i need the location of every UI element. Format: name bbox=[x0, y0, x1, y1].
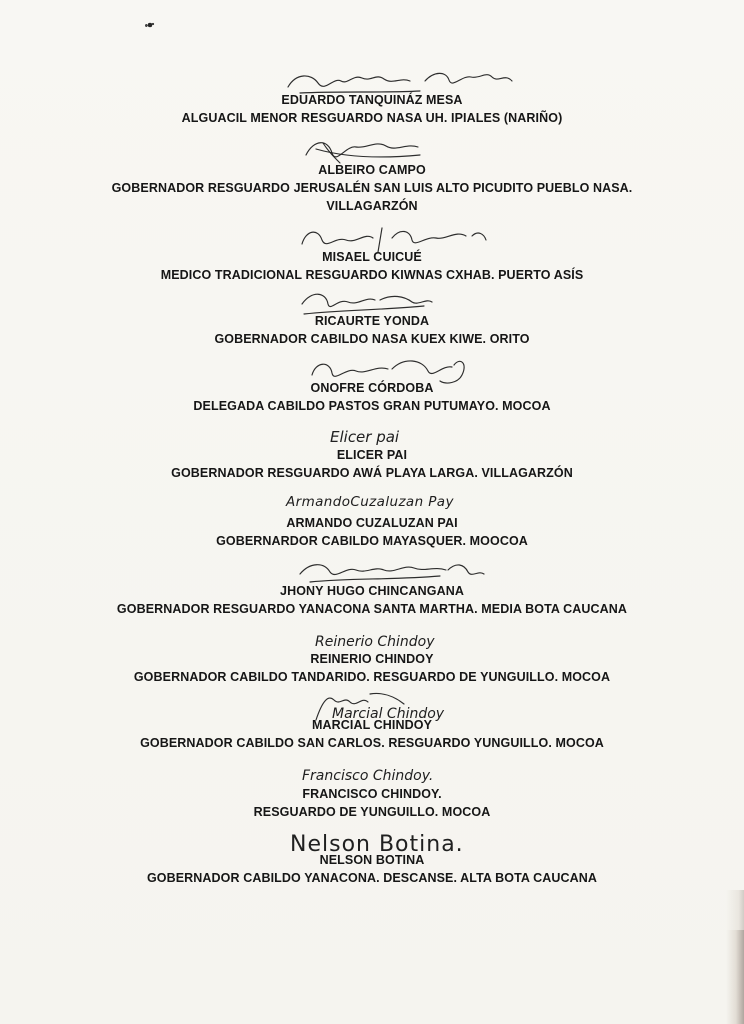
signatory-entry-8 bbox=[0, 582, 744, 618]
signatory-entry-6 bbox=[0, 428, 744, 482]
signatory-entry-5 bbox=[0, 379, 744, 415]
signatory-role-line2: VILLAGARZÓN bbox=[326, 199, 418, 213]
signatory-role: ALGUACIL MENOR RESGUARDO NASA UH. IPIALES (NARIÑO) bbox=[181, 111, 563, 125]
signatory-name: EDUARDO TANQUINÁZ MESA bbox=[281, 93, 463, 107]
signatory-entry-2 bbox=[0, 161, 744, 215]
signatory-name: JHONY HUGO CHINCANGANA bbox=[280, 584, 464, 598]
signatory-entry-9 bbox=[0, 634, 744, 686]
signatory-name: MISAEL CUICUÉ bbox=[322, 250, 422, 264]
signatory-entry-11 bbox=[0, 768, 744, 821]
signatory-entry-1 bbox=[0, 91, 744, 127]
signatory-role: GOBERNADOR CABILDO YANACONA. DESCANSE. ALTA BOTA CAUCANA bbox=[146, 871, 598, 885]
signatory-entry-12 bbox=[0, 832, 744, 887]
signature-text: Marcial Chindoy bbox=[332, 706, 445, 722]
signatory-name: ONOFRE CÓRDOBA bbox=[310, 381, 434, 395]
signatory-name: ALBEIRO CAMPO bbox=[318, 163, 426, 177]
signatory-name: ARMANDO CUZALUZAN PAI bbox=[286, 516, 458, 530]
signatory-role: GOBERNARDOR CABILDO MAYASQUER. MOOCOA bbox=[216, 534, 528, 548]
signatory-role: GOBERNADOR CABILDO TANDARIDO. RESGUARDO DE YUNGUILLO. MOCOA bbox=[133, 670, 611, 684]
signature-text: Nelson Botina. bbox=[290, 832, 464, 857]
signatory-entry-3 bbox=[0, 248, 744, 284]
signatory-role: DELEGADA CABILDO PASTOS GRAN PUTUMAYO. MOCOA bbox=[193, 399, 551, 413]
signatory-name: MARCIAL CHINDOY bbox=[311, 718, 433, 732]
signatory-role: RESGUARDO DE YUNGUILLO. MOCOA bbox=[253, 805, 491, 819]
signatory-role: GOBERNADOR CABILDO SAN CARLOS. RESGUARDO YUNGUILLO. MOCOA bbox=[140, 736, 604, 750]
signatory-role: GOBERNADOR RESGUARDO YANACONA SANTA MARTHA. MEDIA BOTA CAUCANA bbox=[116, 602, 628, 616]
signatory-entry-4 bbox=[0, 312, 744, 348]
signatory-name: ELICER PAI bbox=[336, 448, 408, 462]
signatory-role: GOBERNADOR RESGUARDO AWÁ PLAYA LARGA. VILLAGARZÓN bbox=[171, 466, 573, 480]
signatory-name: NELSON BOTINA bbox=[319, 853, 425, 867]
signatory-name: FRANCISCO CHINDOY. bbox=[302, 787, 442, 801]
signature-text: Elicer pai bbox=[330, 428, 400, 446]
signatory-role: GOBERNADOR CABILDO NASA KUEX KIWE. ORITO bbox=[214, 332, 530, 346]
ink-speck bbox=[144, 20, 156, 30]
signatory-name: REINERIO CHINDOY bbox=[310, 652, 434, 666]
signature-text: ArmandoCuzaluzan Pay bbox=[286, 494, 454, 510]
signatory-role: GOBERNADOR RESGUARDO JERUSALÉN SAN LUIS ALTO PICUDITO PUEBLO NASA. bbox=[111, 181, 633, 195]
signatory-name: RICAURTE YONDA bbox=[314, 314, 430, 328]
signatory-entry-10 bbox=[0, 706, 744, 752]
edge-smudge bbox=[726, 890, 744, 930]
edge-smudge-bottom bbox=[726, 930, 744, 1024]
signature-text: Francisco Chindoy. bbox=[302, 768, 434, 784]
signatory-entry-7 bbox=[0, 494, 744, 550]
signature-text: Reinerio Chindoy bbox=[315, 634, 435, 650]
signatory-role: MEDICO TRADICIONAL RESGUARDO KIWNAS CXHAB. PUERTO ASÍS bbox=[160, 268, 584, 282]
